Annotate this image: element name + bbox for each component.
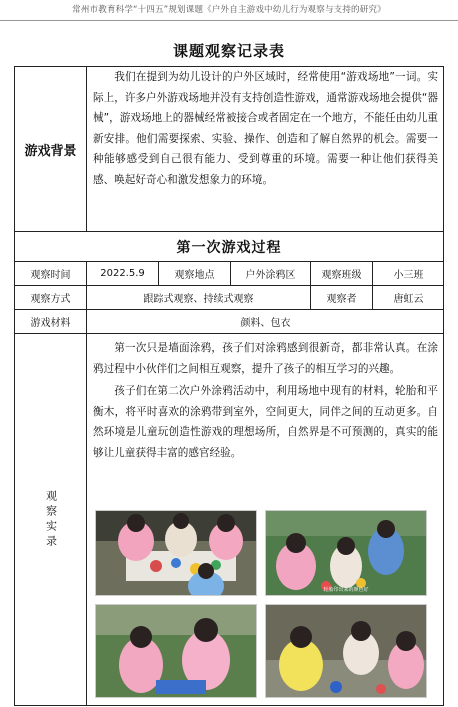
info-row-2 <box>15 286 443 310</box>
time-label: 观察时间 <box>15 262 87 285</box>
place-value: 户外涂鸦区 <box>231 262 311 285</box>
background-text-cell <box>87 67 444 231</box>
background-row <box>15 67 443 232</box>
observer-value: 唐虹云 <box>393 294 424 305</box>
time-value: 2022.5.9 <box>87 262 159 285</box>
method-value: 跟踪式观察、持续式观察 <box>87 286 311 309</box>
info-row-1 <box>15 262 443 286</box>
material-value: 颜料、包衣 <box>240 318 291 329</box>
section-title-row <box>15 232 443 262</box>
photo-2-caption: 轮胎印出来的颜色好 <box>323 587 369 593</box>
document-title: 课题观察记录表 <box>172 42 285 60</box>
photo-3 <box>95 604 257 698</box>
section-title: 第一次游戏过程 <box>176 239 282 256</box>
place-label: 观察地点 <box>159 262 231 285</box>
material-label: 游戏材料 <box>15 310 87 333</box>
record-paragraph-2: 孩子们在第二次户外涂鸦活动中，利用场地中现有的材料，轮胎和平衡木，将平时喜欢的涂鸦带到室外，空间更大，同伴之间的互动更多。自然环境是儿童玩创造性游戏的理想场所，自然界是不可预测的，真实的能够让儿童获得丰富的感官经验。 <box>93 385 438 459</box>
observer-label: 观察者 <box>311 286 373 309</box>
method-label: 观察方式 <box>15 286 87 309</box>
observation-table <box>14 66 444 706</box>
page-header: 常州市教育科学“十四五”规划课题《户外自主游戏中幼儿行为观察与支持的研究》 <box>0 0 458 21</box>
record-label: 观察实录 <box>44 490 58 550</box>
photo-1-illustration <box>96 511 257 596</box>
background-label: 游戏背景 <box>15 67 87 231</box>
record-paragraph-1: 第一次只是墙面涂鸦，孩子们对涂鸦感到很新奇，都非常认真。在涂鸦过程中小伙伴们之间相互观察，提升了孩子的相互学习的兴趣。 <box>93 342 438 375</box>
photo-3-illustration <box>96 605 257 698</box>
photo-2 <box>265 510 427 596</box>
photo-2-illustration <box>266 511 427 596</box>
photo-1 <box>95 510 257 596</box>
record-row <box>15 334 443 706</box>
record-label-cell <box>15 334 87 706</box>
class-value: 小三班 <box>393 270 424 281</box>
info-row-3 <box>15 310 443 334</box>
photo-4 <box>265 604 427 698</box>
class-label: 观察班级 <box>311 262 373 285</box>
background-text: 我们在提到为幼儿设计的户外区域时，经常使用“游戏场地”一词。实际上，许多户外游戏场地并没有支持创造性游戏，通常游戏场地会提供“器械”，游戏场地上的器械经常被接合或者固定在一个地方，不能任由幼儿重新安排。他们需要探索、实验、操作、创造和了解自然界的机会。需要一种能够感受到自己很有能力、受到尊重的环境。需要一种让他们获得美感、唤起好奇心和激发想象力的环境。 <box>93 71 438 186</box>
photo-4-illustration <box>266 605 427 698</box>
